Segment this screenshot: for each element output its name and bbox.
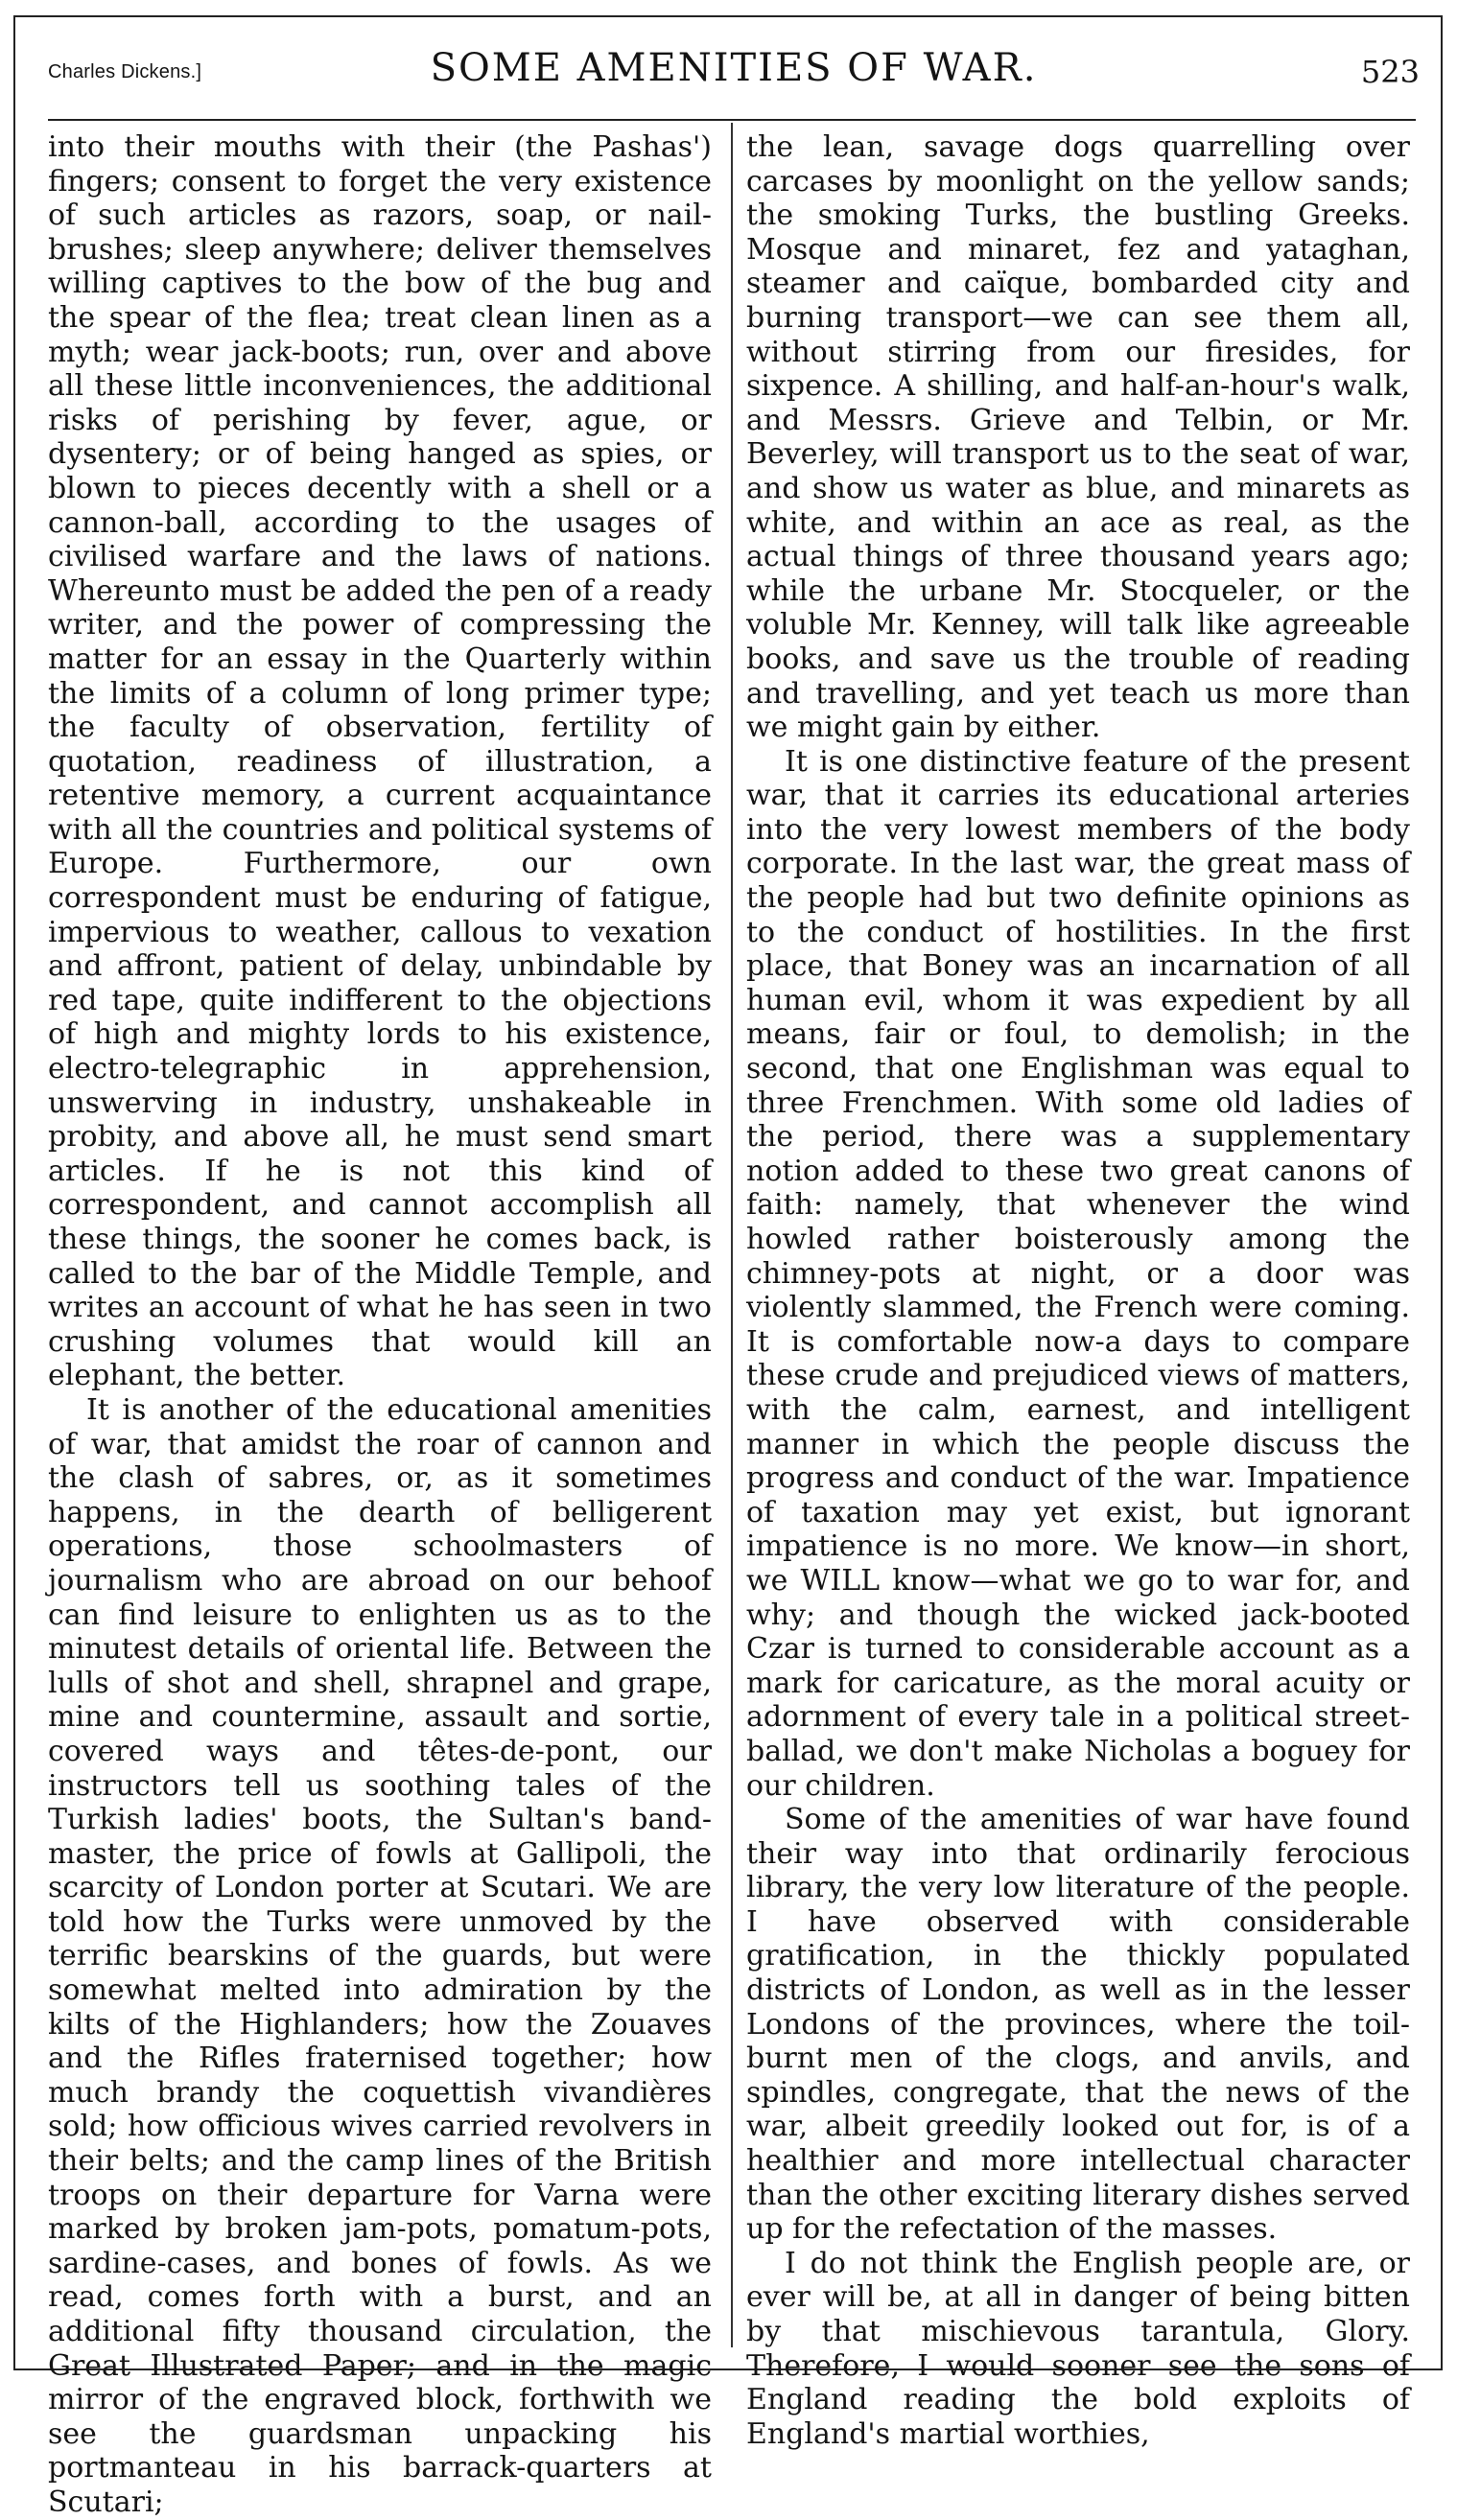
paragraph: Some of the amenities of war have found their way into that ordinarily ferocious library, the very low literature of the people. I have observed with considerable gratification, in the thickly populated districts of London, as well as in the lesser Londons of the provinces, where the toil-burnt men of the clogs, and anvils, and spindles, congregate, that the news of the war, albeit greedily looked out for, is of a healthier and more intellectual character than the other exciting literary dishes served up for the refectation of the masses. bbox=[746, 1803, 1410, 2247]
header-rule bbox=[48, 119, 1416, 121]
paragraph: It is another of the educational amenities of war, that amidst the roar of cannon and the clash of sabres, or, as it sometimes happens, in the dearth of belligerent operations, those schoolmasters of journalism who are abroad on our behoof can find leisure to enlighten us as to the minutest details of oriental life. Between the lulls of shot and shell, shrapnel and grape, mine and countermine, assault and sortie, covered ways and têtes-de-pont, our instructors tell us soothing tales of the Turkish ladies' boots, the Sultan's band-master, the price of fowls at Gallipoli, the scarcity of London porter at Scutari. We are told how the Turks were unmoved by the terrific bearskins of the guards, but were somewhat melted into admiration by the kilts of the Highlanders; how the Zouaves and the Rifles fraternised together; how much brandy the coquettish vivandières sold; how officious wives carried revolvers in their belts; and the camp lines of the British troops on their departure for Varna were marked by broken jam-pots, pomatum-pots, sardine-cases, and bones of fowls. As we read, comes forth with a burst, and an additional fifty thousand circulation, the Great Illustrated Paper; and in the magic mirror of the engraved block, forthwith we see the guardsman unpacking his portmanteau in his barrack-quarters at Scutari; bbox=[48, 1392, 712, 2519]
page-border-top bbox=[13, 15, 1443, 17]
running-header bbox=[48, 38, 1420, 115]
page-border-right bbox=[1441, 15, 1443, 2370]
running-head-author: Charles Dickens.] bbox=[48, 61, 202, 82]
left-column bbox=[48, 130, 712, 2519]
page-number: 523 bbox=[1360, 54, 1420, 90]
page-border-left bbox=[13, 15, 15, 2370]
column-divider bbox=[731, 123, 733, 2347]
right-column bbox=[746, 130, 1410, 2451]
paragraph: It is one distinctive feature of the present war, that it carries its educational arteries into the very lowest members of the body corporate. In the last war, the great mass of the people had but two definite opinions as to the conduct of hostilities. In the first place, that Boney was an incarnation of all human evil, whom it was expedient by all means, fair or foul, to demolish; in the second, that one Englishman was equal to three Frenchmen. With some old ladies of the period, there was a supplementary notion added to these two great canons of faith: namely, that whenever the wind howled rather boisterously among the chimney-pots at night, or a door was violently slammed, the French were coming. It is comfortable now-a days to compare these crude and prejudiced views of matters, with the calm, earnest, and intelligent manner in which the people discuss the progress and conduct of the war. Impatience of taxation may yet exist, but ignorant impatience is no more. We know—in short, we WILL know—what we go to war for, and why; and though the wicked jack-booted Czar is turned to considerable account as a mark for caricature, as the moral acuity or adornment of every tale in a political street-ballad, we don't make Nicholas a boguey for our children. bbox=[746, 744, 1410, 1803]
paragraph: into their mouths with their (the Pashas') fingers; consent to forget the very existence of such articles as razors, soap, or nail-brushes; sleep anywhere; deliver themselves willing captives to the bow of the bug and the spear of the flea; treat clean linen as a myth; wear jack-boots; run, over and above all these little inconveniences, the additional risks of perishing by fever, ague, or dysentery; or of being hanged as spies, or blown to pieces decently with a shell or a cannon-ball, according to the usages of civilised warfare and the laws of nations. Whereunto must be added the pen of a ready writer, and the power of compressing the matter for an essay in the Quarterly within the limits of a column of long primer type; the faculty of observation, fertility of quotation, readiness of illustration, a retentive memory, a current acquaintance with all the countries and political systems of Europe. Furthermore, our own correspondent must be enduring of fatigue, impervious to weather, callous to vexation and affront, patient of delay, unbindable by red tape, quite indifferent to the objections of high and mighty lords to his existence, electro-telegraphic in apprehension, unswerving in industry, unshakeable in probity, and above all, he must send smart articles. If he is not this kind of correspondent, and cannot accomplish all these things, the sooner he comes back, is called to the bar of the Middle Temple, and writes an account of what he has seen in two crushing volumes that would kill an elephant, the better. bbox=[48, 130, 712, 1393]
paragraph: I do not think the English people are, or ever will be, at all in danger of being bitten by that mischievous tarantula, Glory. Therefore, I would sooner see the sons of England reading the bold exploits of England's martial worthies, bbox=[746, 2246, 1410, 2451]
page-title: SOME AMENITIES OF WAR. bbox=[430, 46, 1038, 90]
paragraph: the lean, savage dogs quarrelling over carcases by moonlight on the yellow sands; the smoking Turks, the bustling Greeks. Mosque and minaret, fez and yataghan, steamer and caïque, bombarded city and burning transport—we can see them all, without stirring from our firesides, for sixpence. A shilling, and half-an-hour's walk, and Messrs. Grieve and Telbin, or Mr. Beverley, will transport us to the seat of war, and show us water as blue, and minarets as white, and within an ace as real, as the actual things of three thousand years ago; while the urbane Mr. Stocqueler, or the voluble Mr. Kenney, will talk like agreeable books, and save us the trouble of reading and travelling, and yet teach us more than we might gain by either. bbox=[746, 130, 1410, 745]
